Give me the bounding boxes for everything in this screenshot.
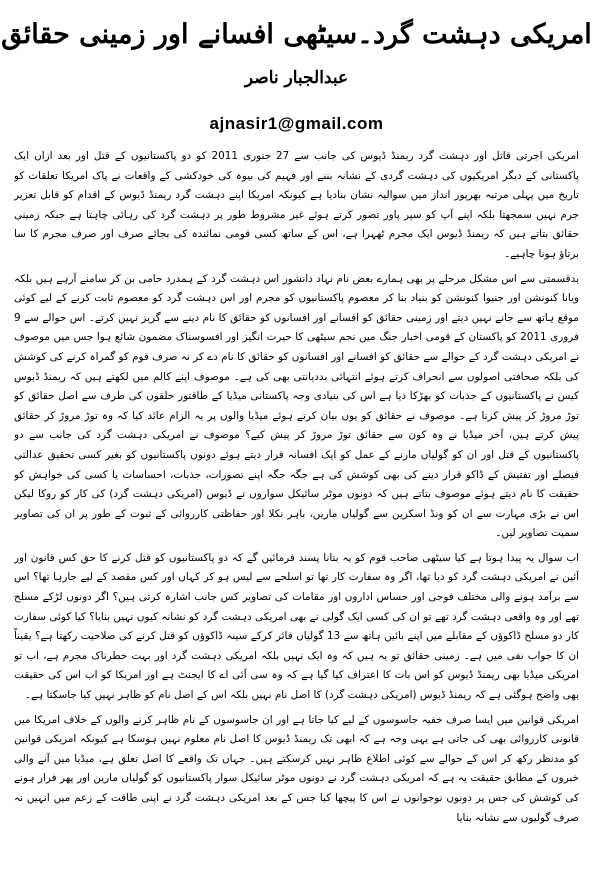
paragraph-2: بدقسمتی سے اس مشکل مرحلے پر بھی ہمارے بعض نام نہاد دانشور اس دہشت گرد کے ہمدرد حامی بن کر سامنے آرہے ہیں بلکہ ویانا کنونشن اور جنیوا کنونشن کو بنیاد بنا کر معصوم پاکستانیوں کو مجرم اور اس دہشت گرد کو معصوم ثابت کرنے کے لیے کوئی موقع ہاتھ سے جانے نہیں دیتے اور زمینی حقائق کو افسانے اور افسانوں کو حقائق کا نام دینے سے گریز نہیں کرتے۔ اس حوالے سے 9 فروری 2011 کو پاکستان کے قومی اخبار جنگ میں نجم سیٹھی کا حیرت انگیز اور افسوسناک مضمون شائع ہوا جس میں موصوف نے امریکی دہشت گرد کے حوالے سے حقائق کو افسانے اور افسانوں کو حقائق کا نام دے کر نہ صرف قوم کو گمراہ کرنے کی کوشش کی بلکہ صحافتی اصولوں سے انحراف کرتے ہوئے انتہائی بددیانتی بھی کی ہے۔ موصوف اپنے کالم میں لکھتے ہیں کہ ریمنڈ ڈیوس کیس نے پاکستانیوں کے جذبات کو بھڑکا دیا ہے اس کی بنیادی وجہ پاکستانی میڈیا کے طاقتور حلقوں کی طرف سے اصل حقائق کو توڑ مروڑ کر پیش کرنا ہے۔ موصوف نے حقائق کو یوں بیان کرتے ہوئے میڈیا والوں پر یہ الزام عائد کیا کہ وہ توڑ مروڑ کر حقائق پیش کرتے ہیں، آخر میڈیا نے وہ کون سے حقائق توڑ مروڑ کر پیش کیے؟ موصوف نے امریکی دہشت گرد کی جانب سے دو پاکستانیوں کے قتل اور ان کو گولیاں مارنے کے عمل کو ایک افسانہ قرار دیتے ہوئے دونوں پاکستانیوں کو بغیر کسی تحقیق عدالتی فیصلے اور تفتیش کے ڈاکو قرار دینے کی بھی کوشش کی ہے جگہ جگہ اپنے تصورات، جذبات، احساسات یا کسی کی خواہش کو حقیقت کا نام دیتے ہوئے موصوف بتاتے ہیں کہ دونوں موٹر سائیکل سواروں نے ڈیوس (امریکی دہشت گرد) کی کار کو روکا لیکن اس نے بڑی مہارت سے ان کو ونڈ اسکرین سے گولیاں ماریں، باہر نکلا اور حفاظتی کارروائی کے ثبوت کے طور پر ان کی تصاویر سمیت تصاویر لیں۔ [14, 272, 579, 540]
author-email: ajnasir1@gmail.com [209, 114, 384, 133]
paragraph-4: امریکی قوانین میں ایسا صرف خفیہ جاسوسوں کے لیے کیا جاتا ہے اور ان جاسوسوں کے نام ظاہر کرنے والوں کے خلاف امریکا میں قانونی کارروائی بھی کی جاتی ہے یہی وجہ ہے کہ ابھی تک ریمنڈ ڈیوس کا اصل نام معلوم نہیں ہوسکا ہے کیونکہ امریکی قوانین کو مدنظر رکھ کر اس کے حوالے سے کوئی اطلاع ظاہر نہیں کرسکتے ہیں۔ جہاں تک واقعے کا اصل تعلق ہے، میڈیا میں آنے والی خبروں کے مطابق حقیقت یہ ہے کہ امریکی دہشت گرد نے دونوں موٹر سائیکل سوار پاکستانیوں کو گولیاں ماریں اور پھر فرار ہونے کی کوشش کی جس پر دونوں نوجوانوں نے اس کا پیچھا کیا جس کے بعد امریکی دہشت گرد نے اپنی طاقت کے زعم میں انہیں نہ صرف گولیوں سے نشانہ بنایا [14, 713, 579, 824]
author-name: عبدالجبار ناصر [244, 68, 349, 88]
paragraph-1: امریکی اجرتی قاتل اور دہشت گرد ریمنڈ ڈیوس کی جانب سے 27 جنوری 2011 کو دو پاکستانیوں کے قتل اور بعد ازاں ایک پاکستانی کے دیگر امریکیوں کی دہشت گردی کے نشانہ بننے اور فہیم کی بیوہ کی خودکشی کے واقعات نے پاک امریکا تعلقات کو تاریخ میں پہلی مرتبہ بھرپور انداز میں سوالیہ نشان بنادیا ہے کیونکہ امریکا اپنے دہشت گرد ریمنڈ ڈیوس کے اقدام کو قابل تعزیر جرم نہیں سمجھتا بلکہ اپنے آپ کو سپر پاور تصور کرتے ہوئے غیر مشروط طور پر دہشت گرد کی رہائی چاہتا ہے جبکہ زمینی حقائق بتاتے ہیں کہ ریمنڈ ڈیوس ایک مجرم ٹھہرا ہے، اس کے ساتھ کسی قومی نمائندہ کی بجائے صرف اور صرف مجرم کا سا برتاؤ ہونا چاہیے۔ [14, 150, 579, 260]
article-body [14, 147, 579, 873]
article-title: امریکی دہشت گرد۔سیٹھی افسانے اور زمینی حقائق [1, 18, 592, 50]
paragraph-3: اب سوال یہ پیدا ہوتا ہے کیا سیٹھی صاحب قوم کو یہ بتانا پسند فرمائیں گے کہ دو پاکستانیوں کو قتل کرنے کا حق کس قانون اور آئین نے امریکی دہشت گرد کو دیا تھا، اگر وہ سفارت کار تھا تو اسلحے سے لیس ہو کر کہاں اور کس مقصد کے لیے جارہا تھا؟ اس سے برآمد ہونے والی مختلف فوجی اور حساس اداروں اور مقامات کی تصاویر کس جانب اشارہ کرتی ہیں؟ اگر دونوں لڑکے مسلح تھے اور وہ واقعی دہشت گرد تھے تو ان کی کسی ایک گولی نے بھی امریکی دہشت گرد کو نشانہ کیوں نہیں بنایا؟ کیا کوئی سفارت کار دو مسلح ڈاکوؤں کے مقابلے میں اپنے بائیں ہاتھ سے 13 گولیاں فائر کرکے سینہ ڈاکوؤں کو قتل کرنے کی صلاحیت رکھتا ہے؟ یقیناً ان کا جواب نفی میں ہے۔ زمینی حقائق تو یہ ہیں کہ وہ ایک نہیں بلکہ امریکی دہشت گرد اور بہت خطرناک مجرم ہے، اب تو امریکی میڈیا بھی ریمنڈ ڈیوس کو اس بات کا اعتراف کیا گیا ہے کہ وہ سی آئی اے کا ایجنٹ ہے اور امریکا کو اب اس کی حقیقت بھی واضح ہوگئی ہے کہ ریمنڈ ڈیوس (امریکی دہشت گرد) کا اصل نام نہیں بلکہ اس کے اصل نام کو ظاہر نہیں کیا جاسکتا ہے۔ [14, 551, 579, 702]
